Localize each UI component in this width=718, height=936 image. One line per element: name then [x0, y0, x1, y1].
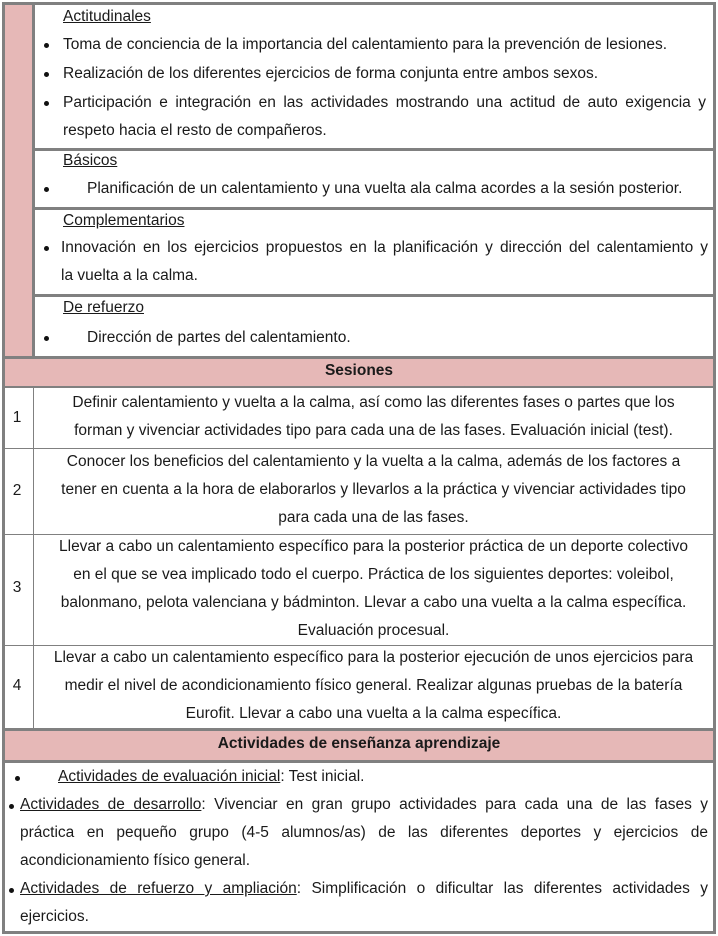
- activity-item: [20, 875, 708, 903]
- session-text-line: Eurofit. Llevar a cabo una vuelta a la calma específica.: [185, 705, 562, 722]
- objectives-refuerzo-cell: [35, 297, 713, 356]
- activities-header: [5, 731, 713, 760]
- activity-text-line: acondicionamiento físico general.: [20, 852, 251, 869]
- bullet-icon: [9, 888, 14, 893]
- session-text-line: Evaluación procesual.: [297, 622, 450, 639]
- activity-label: Actividades de refuerzo y ampliación: [20, 880, 297, 897]
- list-item: Realización de los diferentes ejercicios de forma conjunta entre ambos sexos.: [63, 65, 599, 82]
- bullet-icon: [44, 43, 49, 48]
- session-text-line: en el que se vea implicado todo el cuerpo. Práctica de los siguientes deportes: voleibol,: [73, 566, 674, 583]
- session-number: 3: [12, 579, 22, 596]
- activity-item: [20, 791, 708, 819]
- activity-text-line: práctica en pequeño grupo (4-5 alumnos/as) de las diferentes deportes y ejercicios de: [20, 824, 708, 841]
- bullet-icon: [44, 246, 49, 251]
- section-heading: De refuerzo: [63, 299, 144, 316]
- objectives-actitudinales-cell: [35, 5, 713, 148]
- section-heading: Actitudinales: [63, 8, 151, 25]
- session-text-line: tener en cuenta a la hora de elaborarlos y llevarlos a la práctica y vivenciar actividades tipo: [61, 481, 686, 498]
- sessions-title: Sesiones: [324, 362, 394, 379]
- section-heading: Básicos: [63, 152, 118, 169]
- activity-label: Actividades de evaluación inicial: [58, 768, 281, 785]
- bullet-icon: [9, 804, 14, 809]
- session-number: 1: [12, 409, 22, 426]
- objectives-basicos-cell: [35, 151, 713, 207]
- list-item-continuation: respeto hacia el resto de compañeros.: [63, 122, 327, 139]
- activity-item: [58, 763, 713, 791]
- activity-label: Actividades de desarrollo: [20, 796, 202, 813]
- activity-text: : Vivenciar en gran grupo actividades para cada una de las fases y: [201, 796, 708, 813]
- sessions-header: [5, 359, 713, 386]
- objectives-side-cell: [5, 5, 32, 356]
- session-text-line: medir el nivel de acondicionamiento físico general. Realizar algunas pruebas de la batería: [64, 677, 683, 694]
- bullet-icon: [44, 187, 49, 192]
- list-item: Dirección de partes del calentamiento.: [87, 329, 351, 346]
- activities-title: Actividades de enseñanza aprendizaje: [217, 735, 501, 752]
- document-table: [2, 2, 716, 934]
- sessions-table: [5, 388, 713, 728]
- session-text-line: Llevar a cabo un calentamiento específico para la posterior práctica de un deporte colectivo: [59, 538, 688, 555]
- activity-text-line: ejercicios.: [20, 908, 89, 925]
- list-item: Innovación en los ejercicios propuestos en la planificación y dirección del calentamiento y: [61, 239, 708, 256]
- bullet-icon: [44, 336, 49, 341]
- bullet-icon: [44, 101, 49, 106]
- list-item: Participación e integración en las actividades mostrando una actitud de auto exigencia y: [63, 94, 706, 111]
- session-text-line: Conocer los beneficios del calentamiento y la vuelta a la calma, además de los factores a: [66, 453, 681, 470]
- activity-text: : Test inicial.: [280, 768, 365, 785]
- session-text-line: Definir calentamiento y vuelta a la calma, así como las diferentes fases o partes que los: [72, 394, 675, 411]
- session-number: 2: [12, 482, 22, 499]
- section-heading: Complementarios: [63, 212, 185, 229]
- session-text-line: balonmano, pelota valenciana y bádminton. Llevar a cabo una vuelta a la calma específica.: [60, 594, 687, 611]
- session-text-line: forman y vivenciar actividades tipo para cada una de las fases. Evaluación inicial (test).: [74, 422, 673, 439]
- activity-text: : Simplificación o dificultar las diferentes actividades y: [296, 880, 708, 897]
- session-text-line: para cada una de las fases.: [278, 509, 469, 526]
- list-item-continuation: la vuelta a la calma.: [61, 267, 198, 284]
- list-item: Toma de conciencia de la importancia del calentamiento para la prevención de lesiones.: [63, 36, 668, 53]
- session-text-line: Llevar a cabo un calentamiento específico para la posterior ejecución de unos ejercicios para: [53, 649, 694, 666]
- activities-cell: [5, 763, 713, 931]
- objectives-complementarios-cell: [35, 210, 713, 294]
- list-item: Planificación de un calentamiento y una vuelta ala calma acordes a la sesión posterior.: [87, 180, 683, 197]
- session-number: 4: [12, 677, 22, 694]
- bullet-icon: [15, 776, 20, 781]
- bullet-icon: [44, 72, 49, 77]
